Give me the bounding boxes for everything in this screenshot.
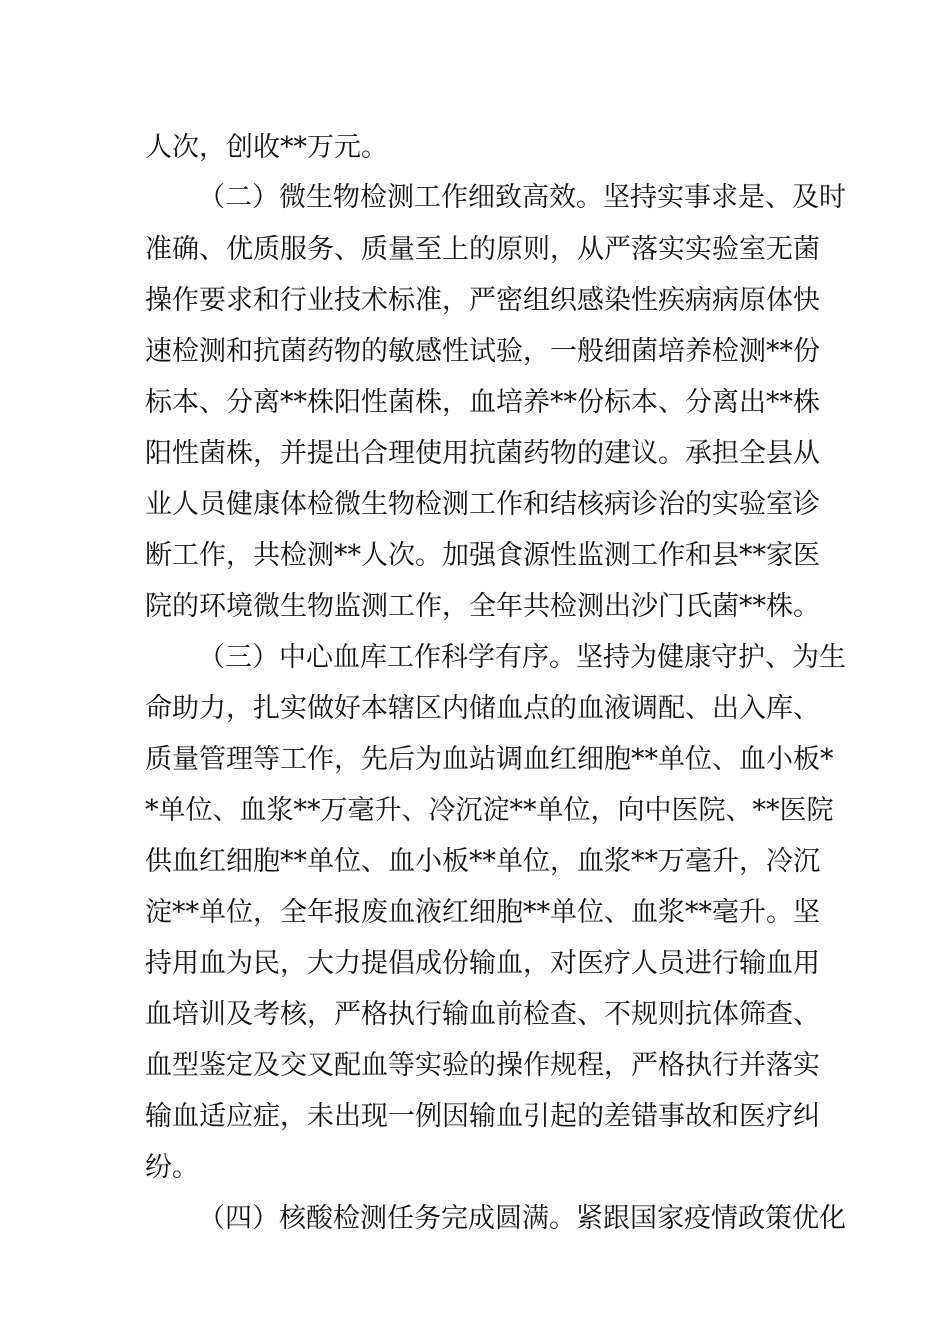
text-line-15: 供血红细胞**单位、血小板**单位，血浆**万毫升，冷沉: [145, 846, 820, 877]
text-line-7: 阳性菌株，并提出合理使用抗菌药物的建议。承担全县从: [145, 438, 820, 469]
section-2-heading-line: （二）微生物检测工作细致高效。坚持实事求是、及时: [198, 182, 846, 213]
section-3-heading-line: （三）中心血库工作科学有序。坚持为健康守护、为生: [198, 642, 846, 673]
text-line-9: 断工作，共检测**人次。加强食源性监测工作和县**家医: [145, 540, 820, 571]
text-line-19: 血型鉴定及交叉配血等实验的操作规程，严格执行并落实: [145, 1050, 820, 1081]
text-line-13: 质量管理等工作，先后为血站调血红细胞**单位、血小板*: [145, 744, 834, 775]
text-line-21: 纷。: [145, 1152, 199, 1183]
text-line-18: 血培训及考核，严格执行输血前检查、不规则抗体筛查、: [145, 999, 820, 1030]
text-line-14: *单位、血浆**万毫升、冷沉淀**单位，向中医院、**医院: [145, 795, 834, 826]
text-line-6: 标本、分离**株阳性菌株，血培养**份标本、分离出**株: [145, 387, 820, 418]
text-line-8: 业人员健康体检微生物检测工作和结核病诊治的实验室诊: [145, 489, 820, 520]
text-line-10: 院的环境微生物监测工作，全年共检测出沙门氏菌**株。: [145, 591, 820, 622]
section-4-heading-line: （四）核酸检测任务完成圆满。紧跟国家疫情政策优化: [198, 1203, 846, 1234]
text-line-12: 命助力，扎实做好本辖区内储血点的血液调配、出入库、: [145, 693, 820, 724]
text-line-16: 淀**单位，全年报废血液红细胞**单位、血浆**毫升。坚: [145, 897, 820, 928]
text-line-5: 速检测和抗菌药物的敏感性试验，一般细菌培养检测**份: [145, 336, 820, 367]
text-line-17: 持用血为民，大力提倡成份输血，对医疗人员进行输血用: [145, 948, 820, 979]
text-line-20: 输血适应症，未出现一例因输血引起的差错事故和医疗纠: [145, 1101, 820, 1132]
text-line-4: 操作要求和行业技术标准，严密组织感染性疾病病原体快: [145, 285, 820, 316]
text-line-3: 准确、优质服务、质量至上的原则，从严落实实验室无菌: [145, 234, 820, 265]
text-line-1: 人次，创收**万元。: [145, 132, 388, 163]
